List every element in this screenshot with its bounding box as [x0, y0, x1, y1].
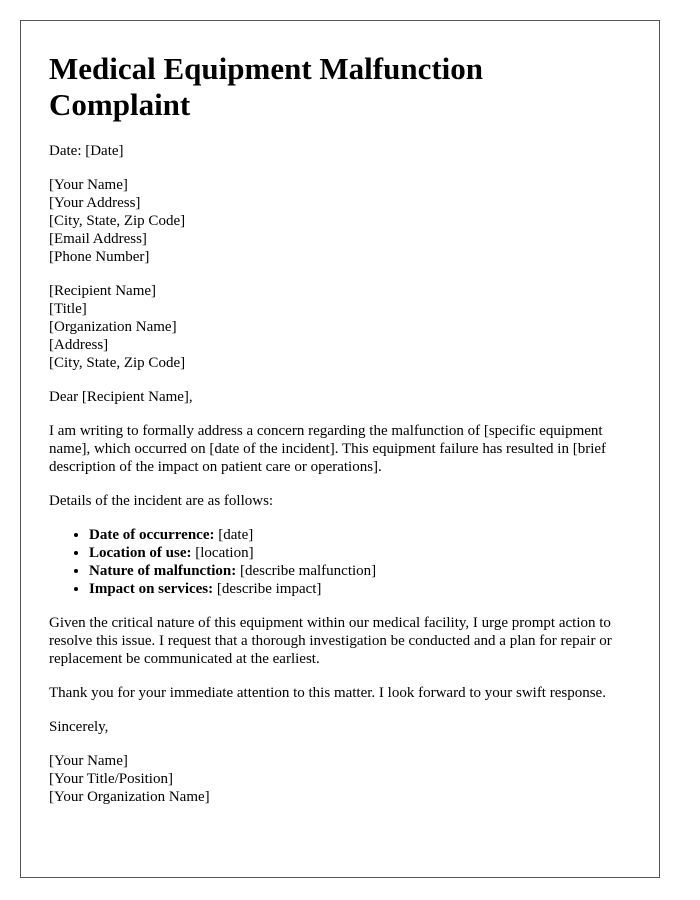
detail-label: Location of use: — [89, 545, 192, 561]
list-item — [89, 580, 631, 598]
recipient-name: [Recipient Name] — [49, 283, 157, 299]
recipient-address — [49, 282, 631, 372]
paragraph-request: Given the critical nature of this equipment within our medical facility, I urge prompt action to resolve this issue. I request that a thorough investigation be conducted and a plan for repair or replacement be communicated at the earliest. — [49, 615, 612, 667]
closing: Sincerely, — [49, 719, 109, 735]
detail-value: [location] — [191, 545, 254, 561]
salutation: Dear [Recipient Name], — [49, 389, 193, 405]
list-item — [89, 526, 631, 544]
sender-phone: [Phone Number] — [49, 249, 150, 265]
recipient-organization: [Organization Name] — [49, 319, 177, 335]
detail-label: Nature of malfunction: — [89, 563, 237, 579]
sender-name: [Your Name] — [49, 177, 128, 193]
sender-email: [Email Address] — [49, 231, 147, 247]
signature-block — [49, 752, 631, 806]
detail-value: [describe impact] — [213, 581, 322, 597]
recipient-city-state-zip: [City, State, Zip Code] — [49, 355, 186, 371]
paragraph-thanks: Thank you for your immediate attention to this matter. I look forward to your swift response. — [49, 685, 606, 701]
detail-value: [describe malfunction] — [236, 563, 377, 579]
recipient-address-line: [Address] — [49, 337, 109, 353]
sender-city-state-zip: [City, State, Zip Code] — [49, 213, 186, 229]
detail-label: Date of occurrence: — [89, 527, 215, 543]
incident-details-list — [49, 526, 631, 598]
recipient-title: [Title] — [49, 301, 87, 317]
signature-title: [Your Title/Position] — [49, 771, 173, 787]
detail-value: [date] — [214, 527, 254, 543]
detail-label: Impact on services: — [89, 581, 214, 597]
list-item — [89, 544, 631, 562]
sender-address-line: [Your Address] — [49, 195, 141, 211]
details-intro: Details of the incident are as follows: — [49, 493, 274, 509]
letter-title: Medical Equipment Malfunction Complaint — [49, 51, 484, 122]
sender-address — [49, 176, 631, 266]
letter-page — [20, 20, 660, 878]
signature-name: [Your Name] — [49, 753, 128, 769]
paragraph-intro: I am writing to formally address a concern regarding the malfunction of [specific equipment name], which occurred on [date of the incident]. This equipment failure has resulted in [brief description of the impact on patient care or operations]. — [49, 423, 607, 475]
list-item — [89, 562, 631, 580]
signature-organization: [Your Organization Name] — [49, 789, 210, 805]
date-line: Date: [Date] — [49, 143, 124, 159]
